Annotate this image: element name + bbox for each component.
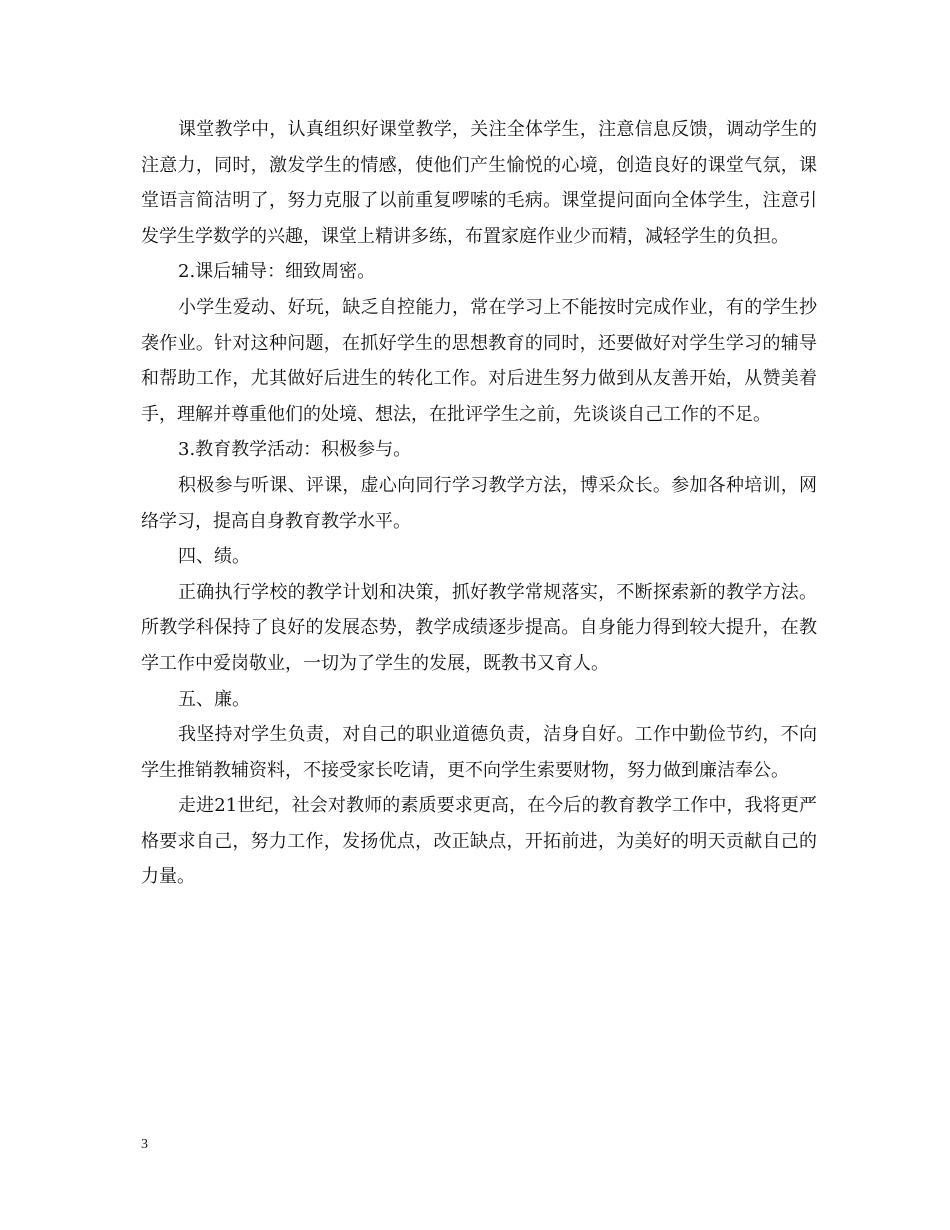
paragraph-classroom-teaching: 课堂教学中，认真组织好课堂教学，关注全体学生，注意信息反馈，调动学生的注意力，同时，激发学生的情感，使他们产生愉悦的心境，创造良好的课堂气氛，课堂语言简洁明了，努力克服了以前重复啰嗦的毛病。课堂提问面向全体学生，注意引发学生学数学的兴趣，课堂上精讲多练，布置家庭作业少而精，减轻学生的负担。 xyxy=(141,119,817,247)
heading-achievements: 四、绩。 xyxy=(178,546,250,568)
paragraph-after-class-tutoring: 小学生爱动、好玩，缺乏自控能力，常在学习上不能按时完成作业，有的学生抄袭作业。针对这种问题，在抓好学生的思想教育的同时，还要做好对学生学习的辅导和帮助工作，尤其做好后进生的转化工作。对后进生努力做到从友善开始，从赞美着手，理解并尊重他们的处境、想法，在批评学生之前，先谈谈自己工作的不足。 xyxy=(141,296,817,425)
heading-after-class-tutoring: 2.课后辅导：细致周密。 xyxy=(178,261,376,283)
heading-integrity: 五、廉。 xyxy=(178,688,250,710)
document-body xyxy=(141,112,817,895)
paragraph-conclusion: 走进21世纪，社会对教师的素质要求更高，在今后的教育教学工作中，我将更严格要求自己，努力工作，发扬优点，改正缺点，开拓前进，为美好的明天贡献自己的力量。 xyxy=(141,795,817,888)
paragraph-integrity: 我坚持对学生负责，对自己的职业道德负责，洁身自好。工作中勤俭节约，不向学生推销教辅资料，不接受家长吃请，更不向学生索要财物，努力做到廉洁奉公。 xyxy=(141,724,817,781)
paragraph-teaching-activities: 积极参与听课、评课，虚心向同行学习教学方法，博采众长。参加各种培训，网络学习，提高自身教育教学水平。 xyxy=(141,474,817,532)
page-number: 3 xyxy=(141,1137,148,1152)
paragraph-achievements: 正确执行学校的教学计划和决策，抓好教学常规落实，不断探索新的教学方法。所教学科保持了良好的发展态势，教学成绩逐步提高。自身能力得到较大提升，在教学工作中爱岗敬业，一切为了学生的发展，既教书又育人。 xyxy=(141,581,817,674)
heading-teaching-activities: 3.教育教学活动：积极参与。 xyxy=(178,439,412,461)
